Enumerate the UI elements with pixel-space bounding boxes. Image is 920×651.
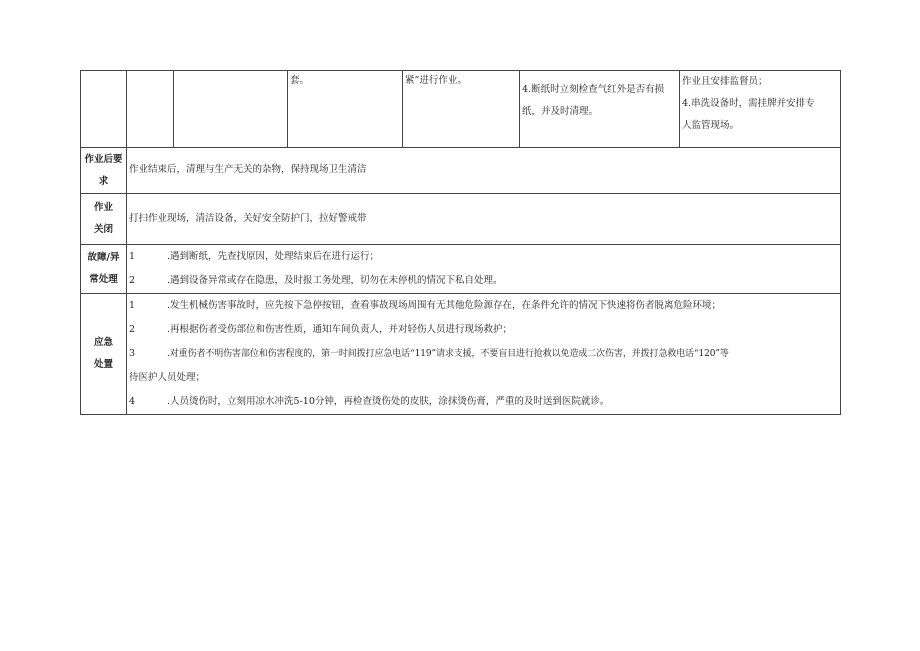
- continued-text-7-line3: 人监管现场。: [682, 120, 740, 131]
- after-work-header: 作业后要 求: [81, 148, 127, 194]
- closing-content: 打扫作业现场，清洁设备，关好安全防护门，拉好警戒带: [129, 212, 367, 224]
- continued-row: [81, 71, 841, 148]
- emergency-item: 1 .发生机械伤害事故时，应先按下急停按钮，查看事故现场周围有无其他危险源存在，在条件允许的情况下快速将伤者脱离危险环境；: [129, 300, 722, 311]
- emergency-row: [81, 294, 841, 415]
- continued-cell-7: [680, 71, 841, 148]
- continued-cell-5: [403, 71, 520, 148]
- procedure-table: [80, 70, 841, 415]
- continued-text-6-line2: 纸，并及时清理。: [522, 106, 599, 117]
- continued-text-4: 套。: [290, 75, 310, 86]
- after-work-content: 作业结束后，清理与生产无关的杂物，保持现场卫生清洁: [129, 164, 367, 176]
- emergency-item: 4 .人员烫伤时，立刻用凉水冲洗5-10分钟，再检查烫伤处的皮肤，涂抹烫伤膏，严重的及时送到医院就诊。: [129, 396, 610, 407]
- closing-header: 作业 关闭: [81, 194, 127, 245]
- after-work-content-cell: [127, 148, 841, 194]
- continued-cell-6: [520, 71, 680, 148]
- fault-row: [81, 245, 841, 294]
- closing-content-cell: [127, 194, 841, 245]
- continued-text-7-line1: 作业且安排监督员；: [682, 76, 768, 87]
- emergency-item-continued: 待医护人员处理；: [129, 372, 206, 383]
- fault-item: 2 .遇到设备异常或存在隐患，及时报工务处理，切勿在未停机的情况下私自处理。: [129, 275, 503, 286]
- closing-row: [81, 194, 841, 245]
- continued-cell-1: [81, 71, 127, 148]
- continued-cell-2: [127, 71, 174, 148]
- emergency-content-cell: [127, 294, 841, 415]
- after-work-row: [81, 148, 841, 194]
- continued-text-6-line1: 4.断纸时立刻检查气红外是否有损: [522, 84, 665, 95]
- emergency-item: 2 .再根据伤者受伤部位和伤害性质，通知车间负责人，并对轻伤人员进行现场救护；: [129, 324, 513, 335]
- fault-content-cell: [127, 245, 841, 294]
- continued-cell-3: [174, 71, 288, 148]
- continued-cell-4: [288, 71, 403, 148]
- emergency-item: 3 .对重伤者不明伤害部位和伤害程度的，第一时间拨打应急电话“119”请求支援，不要盲目进行抢救以免造成二次伤害，并拨打急救电话“120”等: [129, 348, 729, 359]
- continued-text-5: 紧”进行作业。: [405, 75, 467, 86]
- fault-header: 故障/异 常处理: [81, 245, 127, 294]
- fault-item: 1 .遇到断纸，先查找原因，处理结束后在进行运行；: [129, 251, 380, 262]
- continued-text-7-line2: 4.串洗设备时，需挂牌并安排专: [682, 98, 815, 109]
- emergency-header: 应急 处置: [81, 294, 127, 415]
